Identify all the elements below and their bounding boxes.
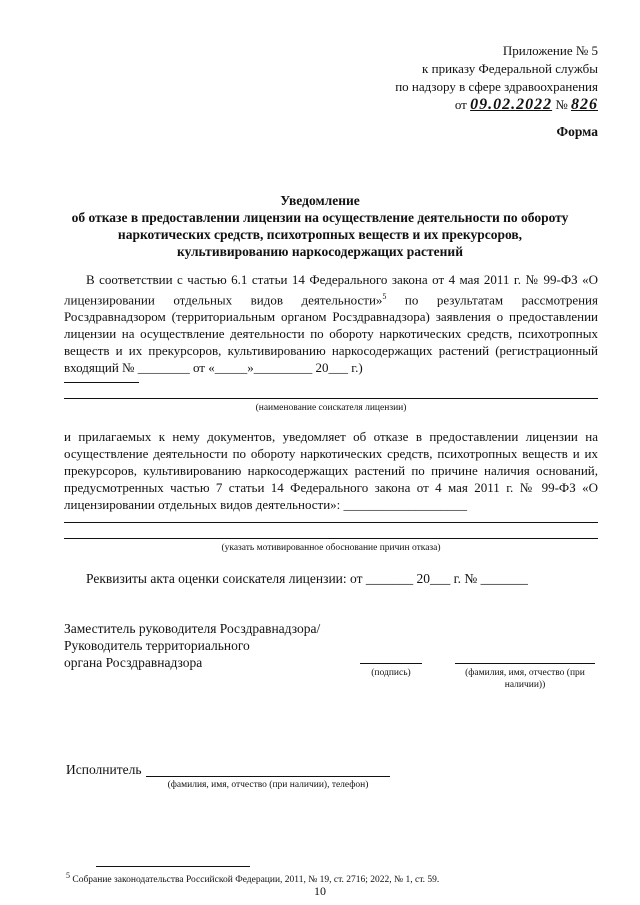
applicant-caption: (наименование соискателя лицензии) (255, 403, 407, 413)
executor-label: Исполнитель (66, 762, 142, 777)
order-number: 826 (571, 96, 598, 113)
reason-line-1 (64, 522, 598, 523)
refusal-paragraph: и прилагаемых к нему документов, уведомляет об отказе в предоставлении лицензии на осуществление деятельности по обороту наркотических средств, психотропных веществ и их прекурсоров, культивированию наркосодержащих растений по причине наличия оснований, предусмотренных частью 7 статьи 14 Федерального закона от 4 мая 2011 г. № 99-ФЗ «О лицензировании отдельных видов деятельности»: ___________________ (64, 429, 598, 512)
signature-caption: (подпись) (371, 668, 411, 678)
page-number: 10 (314, 884, 326, 898)
executor-line (146, 776, 390, 777)
applicant-name-line (64, 398, 598, 399)
footnote: $^5$ Собрание законодательства Российской Федерации, 2011, № 19, ст. 2716; 2022, № 1, ст. 59. (66, 871, 440, 886)
footnote-separator (96, 866, 250, 867)
appendix-number: Приложение № 5 (502, 43, 598, 58)
document-title: Уведомление об отказе в предоставлении лицензии на осуществление деятельности по обороту наркотических средств, психотропных веществ и их прекурсоров, культивированию наркосодержащих растений (71, 193, 569, 259)
reason-line-2 (64, 538, 598, 539)
assessment-requisites: Реквизиты акта оценки соискателя лицензии: от _______ 20___ г. № _______ (86, 571, 528, 586)
intro-paragraph: В соответствии с частью 6.1 статьи 14 Федерального закона от 4 мая 2011 г. № 99-ФЗ «О лицензировании отдельных видов деятельности»$^5$ по результатам рассмотрения Росздравнадзором (территориальным органом Росздравнадзора) заявления о предоставлении лицензии на осуществление деятельности по обороту наркотических средств, психотропных веществ и их прекурсоров, культивированию наркосодержащих растений (регистрационный входящий № ________ от «_____»_________ 20___ г.) (64, 272, 598, 376)
order-date-line: от 09.02.2022 № 826 (454, 96, 598, 113)
blank-line (64, 382, 139, 383)
signer-title: Заместитель руководителя Росздравнадзора/ Руководитель территориального органа Росздравнадзора (64, 621, 321, 670)
order-date: 09.02.2022 (470, 96, 553, 113)
order-reference: к приказу Федеральной службы (422, 61, 598, 76)
form-label: Форма (556, 124, 598, 139)
signer-name-line (455, 663, 595, 664)
reason-caption: (указать мотивированное обоснование причин отказа) (221, 543, 441, 553)
appendix-header (395, 42, 598, 114)
executor-caption: (фамилия, имя, отчество (при наличии), телефон) (167, 780, 369, 790)
agency-name: по надзору в сфере здравоохранения (395, 79, 598, 94)
signature-line (360, 663, 422, 664)
signer-name-caption: (фамилия, имя, отчество (при наличии)) (465, 668, 585, 690)
footnote-ref: 5 (382, 292, 387, 301)
